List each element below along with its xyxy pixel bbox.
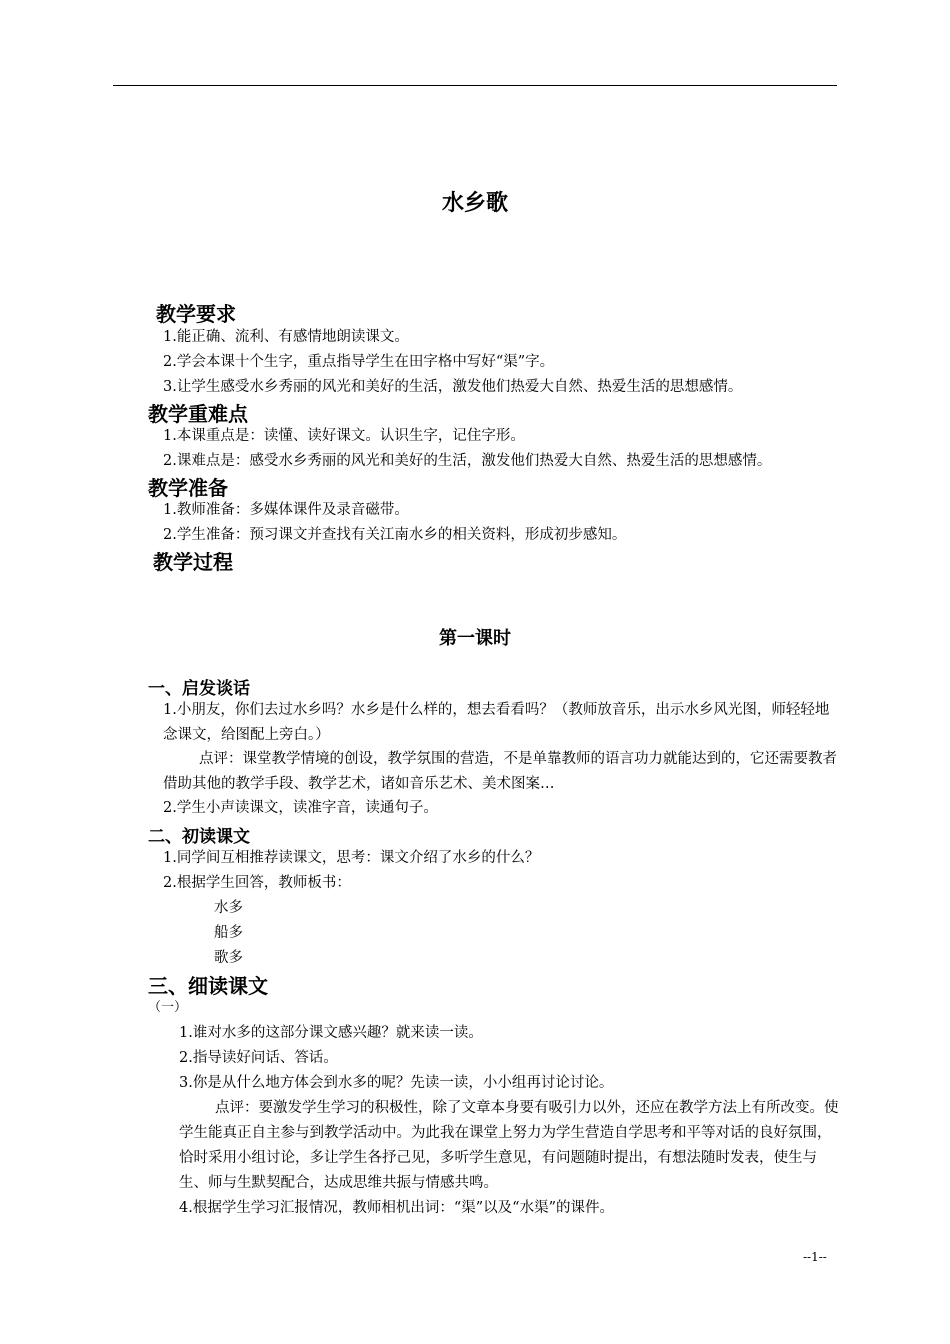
comment-paragraph: 点评：要激发学生学习的积极性，除了文章本身要有吸引力以外，还应在教学方法上有所改变。使学生能真正自主参与到教学活动中。为此我在课堂上努力为学生营造自学思考和平等对话的良好氛围，恰时采用小组讨论，多让学生各抒己见，多听学生意见，有问题随时提出，有想法随时发表，使生与生、师与生默契配合，达成思维共振与情感共鸣。 — [179, 1100, 839, 1191]
list-item: 2.学生准备：预习课文并查找有关江南水乡的相关资料，形成初步感知。 — [163, 527, 627, 543]
heading-teaching-process: 教学过程 — [153, 550, 233, 574]
document-title: 水乡歌 — [441, 190, 508, 216]
section-heading: 一、启发谈话 — [148, 679, 250, 699]
header-rule — [113, 85, 837, 86]
page-number: --1-- — [803, 1250, 827, 1264]
list-item: 1.本课重点是：读懂、读好课文。认识生字，记住字形。 — [163, 428, 525, 444]
section-heading: 二、初读课文 — [148, 827, 250, 847]
list-item: 3.你是从什么地方体会到水多的呢？先读一读，小小组再讨论讨论。 — [179, 1075, 614, 1091]
subsection-label: （一） — [148, 1000, 188, 1015]
comment-paragraph: 点评：课堂教学情境的创设，教学氛围的营造，不是单靠教师的语言功力就能达到的，它还需要教者借助其他的教学手段、教学艺术，诸如音乐艺术、美术图案… — [163, 751, 837, 792]
list-item: 2.指导读好问话、答话。 — [179, 1050, 338, 1066]
board-item: 歌多 — [214, 950, 243, 966]
list-item: 4.根据学生学习汇报情况，教师相机出词：“渠”以及“水渠”的课件。 — [179, 1200, 614, 1216]
heading-key-points: 教学重难点 — [148, 402, 248, 426]
board-item: 船多 — [214, 925, 243, 941]
list-item: 1.教师准备：多媒体课件及录音磁带。 — [163, 502, 409, 518]
list-item: 1.谁对水多的这部分课文感兴趣？就来读一读。 — [179, 1025, 483, 1041]
heading-preparation: 教学准备 — [148, 476, 228, 500]
list-item: 2.学生小声读课文，读准字音，读通句子。 — [163, 800, 438, 816]
list-item: 1.能正确、流利、有感情地朗读课文。 — [163, 329, 409, 345]
paragraph: 1.小朋友，你们去过水乡吗？水乡是什么样的，想去看看吗？（教师放音乐，出示水乡风光图，师轻轻地念课文，给图配上旁白。） — [163, 702, 830, 743]
heading-teaching-requirements: 教学要求 — [156, 302, 236, 326]
list-item: 1.同学间互相推荐读课文，思考：课文介绍了水乡的什么？ — [163, 850, 540, 866]
list-item: 2.根据学生回答，教师板书： — [163, 875, 351, 891]
lesson-title: 第一课时 — [439, 628, 511, 649]
list-item: 2.课难点是：感受水乡秀丽的风光和美好的生活，激发他们热爱大自然、热爱生活的思想感情。 — [163, 453, 772, 469]
list-item: 3.让学生感受水乡秀丽的风光和美好的生活，激发他们热爱大自然、热爱生活的思想感情。 — [163, 379, 743, 395]
list-item: 2.学会本课十个生字，重点指导学生在田字格中写好“渠”字。 — [163, 354, 555, 370]
board-item: 水多 — [214, 900, 243, 916]
section-heading: 三、细读课文 — [148, 974, 268, 998]
